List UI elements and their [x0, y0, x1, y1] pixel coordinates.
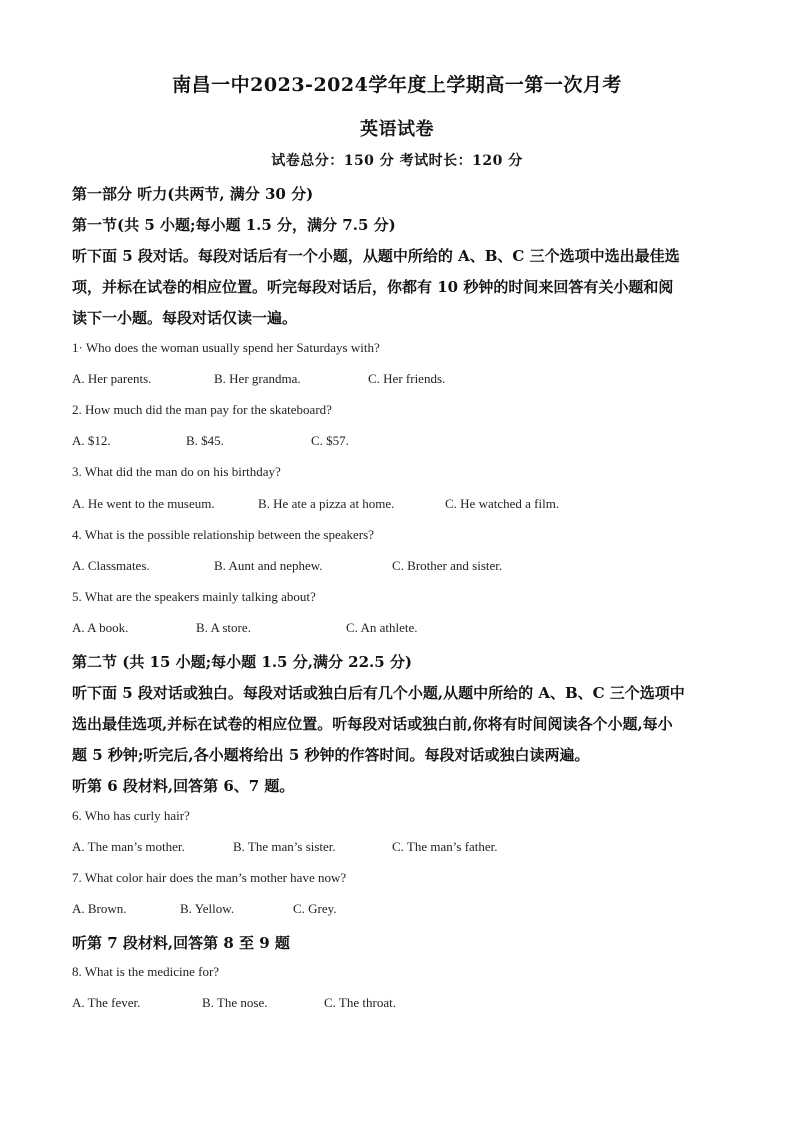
section2-instruction-line: 题 5 秒钟;听完后,各小题将给出 5 秒钟的作答时间。每段对话或独白读两遍。 — [72, 746, 590, 764]
part1-heading: 第一部分 听力(共两节, 满分 30 分) — [72, 185, 314, 203]
option-b: B. A store. — [196, 620, 251, 635]
material-6-heading: 听第 6 段材料,回答第 6、7 题。 — [72, 777, 295, 795]
section1-heading: 第一节(共 5 小题;每小题 1.5 分，满分 7.5 分) — [72, 216, 396, 234]
option-b: B. The man’s sister. — [233, 839, 336, 854]
question-6: 6. Who has curly hair? — [72, 808, 190, 823]
question-2: 2. How much did the man pay for the skateboard? — [72, 402, 332, 417]
option-c: C. The man’s father. — [392, 839, 498, 854]
question-3: 3. What did the man do on his birthday? — [72, 464, 281, 479]
option-c: C. Brother and sister. — [392, 558, 503, 573]
section2-instruction-line: 选出最佳选项,并标在试卷的相应位置。听每段对话或独白前,你将有时间阅读各个小题,每小 — [72, 715, 673, 733]
option-b: B. Aunt and nephew. — [214, 558, 323, 573]
option-a: A. He went to the museum. — [72, 496, 215, 511]
option-a: A. $12. — [72, 433, 111, 448]
option-a: A. The fever. — [72, 995, 141, 1010]
option-c: C. An athlete. — [346, 620, 418, 635]
option-a: A. A book. — [72, 620, 129, 635]
option-a: A. Brown. — [72, 901, 127, 916]
question-5: 5. What are the speakers mainly talking about? — [72, 589, 316, 604]
question-7: 7. What color hair does the man’s mother have now? — [72, 870, 347, 885]
exam-subtitle: 英语试卷 — [360, 119, 434, 140]
option-a: A. Her parents. — [72, 371, 152, 386]
exam-title: 南昌一中2023-2024学年度上学期高一第一次月考 — [172, 74, 622, 96]
question-1: 1· Who does the woman usually spend her Saturdays with? — [72, 340, 380, 355]
option-a: A. The man’s mother. — [72, 839, 185, 854]
option-b: B. $45. — [186, 433, 224, 448]
option-c: C. Grey. — [293, 901, 337, 916]
option-c: C. He watched a film. — [445, 496, 560, 511]
question-4: 4. What is the possible relationship between the speakers? — [72, 527, 374, 542]
section1-instruction-line: 听下面 5 段对话。每段对话后有一个小题，从题中所给的 A、B、C 三个选项中选出最佳选 — [72, 247, 680, 265]
section2-heading: 第二节 (共 15 小题;每小题 1.5 分,满分 22.5 分) — [72, 653, 413, 671]
option-b: B. Yellow. — [180, 901, 235, 916]
section1-instruction-line: 项，并标在试卷的相应位置。听完每段对话后，你都有 10 秒钟的时间来回答有关小题和阅 — [72, 278, 674, 296]
option-c: C. $57. — [311, 433, 349, 448]
material-7-heading: 听第 7 段材料,回答第 8 至 9 题 — [72, 934, 290, 952]
section2-instruction-line: 听下面 5 段对话或独白。每段对话或独白后有几个小题,从题中所给的 A、B、C 三个选项中 — [72, 684, 685, 702]
question-8: 8. What is the medicine for? — [72, 964, 220, 979]
option-b: B. He ate a pizza at home. — [258, 496, 395, 511]
option-b: B. Her grandma. — [214, 371, 301, 386]
option-a: A. Classmates. — [72, 558, 150, 573]
option-b: B. The nose. — [202, 995, 268, 1010]
option-c: C. Her friends. — [368, 371, 446, 386]
section1-instruction-line: 读下一小题。每段对话仅读一遍。 — [72, 309, 298, 327]
option-c: C. The throat. — [324, 995, 396, 1010]
exam-meta: 试卷总分：150 分 考试时长：120 分 — [271, 153, 523, 169]
